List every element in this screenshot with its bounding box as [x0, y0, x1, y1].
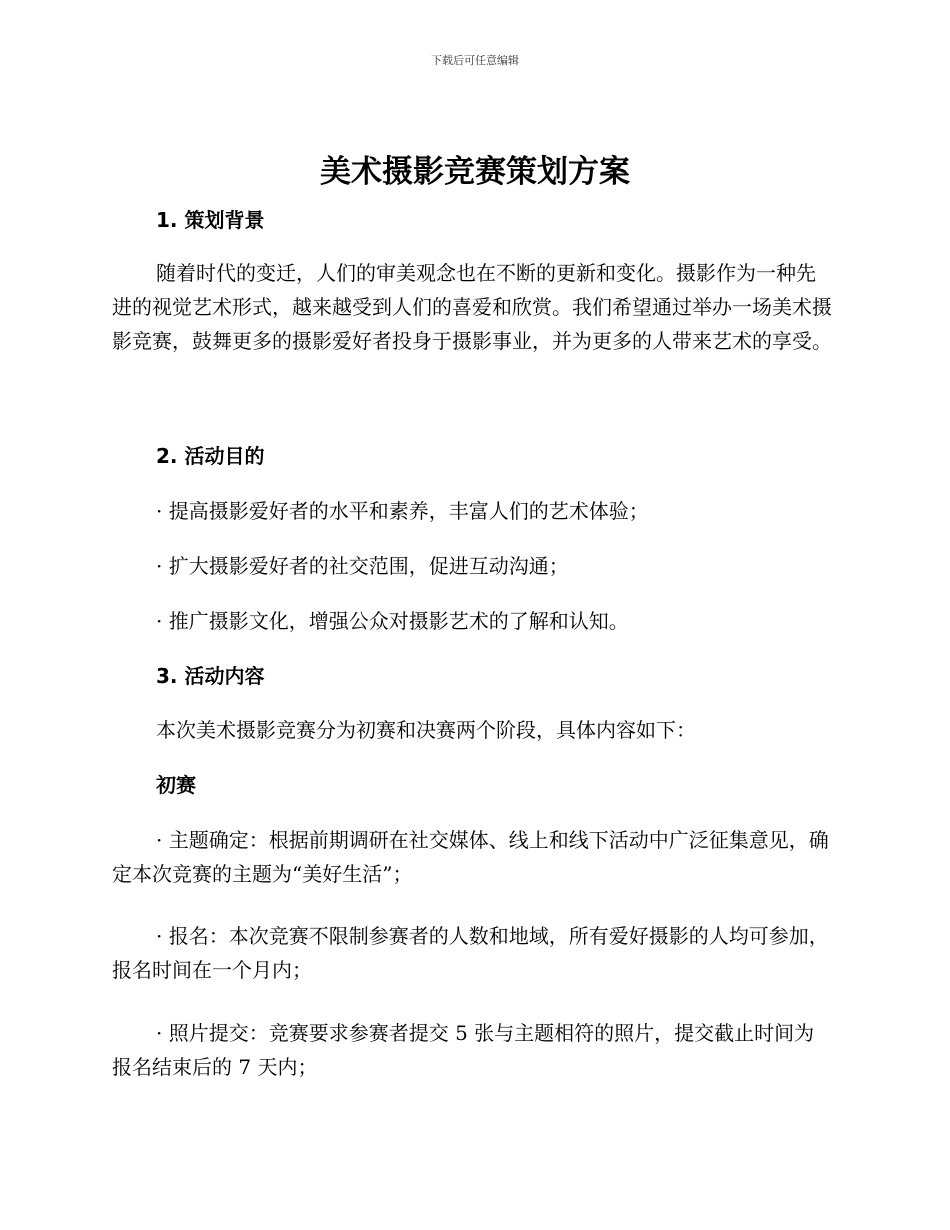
- subheading-preliminary: 初赛: [156, 773, 196, 797]
- background-paragraph: 随着时代的变迁，人们的审美观念也在不断的更新和变化。摄影作为一种先进的视觉艺术形式，越来越受到人们的喜爱和欣赏。我们希望通过举办一场美术摄影竞赛，鼓舞更多的摄影爱好者投身于摄影事业，并为更多的人带来艺术的享受。: [112, 261, 832, 353]
- purpose-bullet-3: · 推广摄影文化，增强公众对摄影艺术的了解和认知。: [156, 609, 629, 633]
- purpose-bullet-2: · 扩大摄影爱好者的社交范围，促进互动沟通；: [156, 554, 569, 578]
- section-heading-content: 3. 活动内容: [156, 664, 265, 688]
- page-header-note: 下载后可任意编辑: [431, 54, 519, 67]
- preliminary-item-submission: · 照片提交：竞赛要求参赛者提交 5 张与主题相符的照片，提交截止时间为报名结束后的 7 天内；: [112, 1021, 815, 1079]
- section-heading-background: 1. 策划背景: [156, 208, 265, 232]
- preliminary-item-registration: · 报名：本次竞赛不限制参赛者的人数和地域，所有爱好摄影的人均可参加，报名时间在一个月内；: [112, 924, 829, 982]
- content-intro: 本次美术摄影竞赛分为初赛和决赛两个阶段，具体内容如下：: [156, 718, 696, 742]
- preliminary-item-theme: · 主题确定：根据前期调研在社交媒体、线上和线下活动中广泛征集意见，确定本次竞赛的主题为“美好生活”；: [112, 828, 829, 886]
- document-title: 美术摄影竞赛策划方案: [320, 154, 630, 190]
- purpose-bullet-1: · 提高摄影爱好者的水平和素养，丰富人们的艺术体验；: [156, 499, 649, 523]
- section-heading-purpose: 2. 活动目的: [156, 444, 265, 468]
